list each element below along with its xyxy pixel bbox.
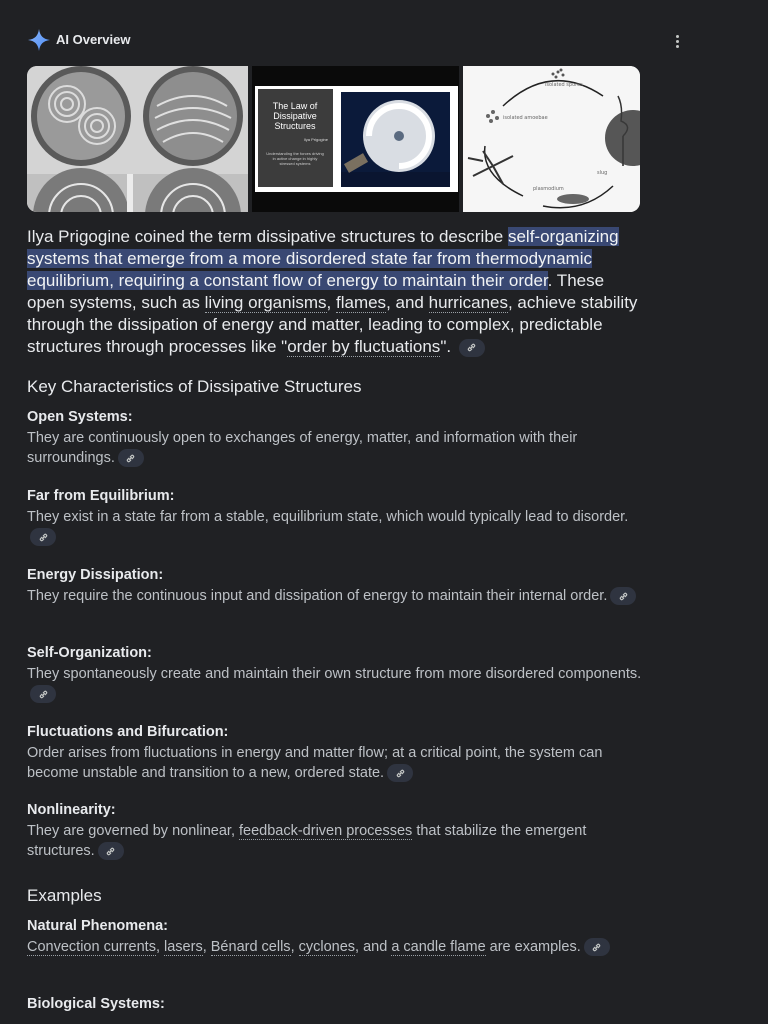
more-vert-icon[interactable] [669, 34, 685, 50]
link-lasers[interactable]: lasers [164, 939, 203, 955]
link-icon [125, 453, 136, 464]
link-icon [395, 768, 406, 779]
item-text: , and [355, 939, 392, 955]
intro-text: , achieve stability through the dissipation of energy and matter, leading to complex, predictable structures through processes like " [27, 293, 638, 356]
item-description [27, 937, 642, 957]
link-flames[interactable]: flames [335, 293, 387, 312]
link-icon [38, 532, 49, 543]
item-text: that stabilize the emergent structures. [27, 823, 587, 859]
page-title: AI Overview [56, 32, 131, 47]
list-item [27, 485, 642, 547]
link-hurricanes[interactable]: hurricanes [428, 293, 508, 312]
source-link-chip[interactable] [459, 339, 485, 357]
item-text: are examples. [485, 939, 581, 955]
link-order-by-fluctuations[interactable]: order by fluctuations [287, 337, 441, 356]
item-description [27, 664, 642, 704]
link-candle-flame[interactable]: a candle flame [391, 939, 486, 955]
item-description [27, 507, 642, 547]
intro-text: Ilya Prigogine coined the term dissipative structures to describe [27, 227, 508, 246]
gemini-sparkle-icon [27, 28, 51, 52]
source-link-chip[interactable] [584, 938, 610, 956]
item-text: They are continuously open to exchanges of energy, matter, and information with their surroundings. [27, 430, 578, 466]
item-title: Biological Systems: [27, 996, 165, 1012]
cycle-label-isolated-spores: isolated spores [545, 82, 583, 88]
item-title: Natural Phenomena: [27, 918, 168, 934]
link-convection-currents[interactable]: Convection currents [27, 939, 156, 955]
item-title: Nonlinearity: [27, 802, 116, 818]
item-text: They exist in a state far from a stable, equilibrium state, which would typically lead to disorder. [27, 509, 629, 525]
intro-text: ". [440, 337, 452, 356]
image-carousel [27, 66, 640, 212]
link-benard-cells[interactable]: Bénard cells [210, 939, 291, 955]
item-text: , [155, 939, 165, 955]
section-heading-key-characteristics: Key Characteristics of Dissipative Structures [27, 377, 362, 396]
item-title: Self-Organization: [27, 645, 152, 661]
image-petri-dishes[interactable] [27, 66, 248, 212]
source-link-chip[interactable] [30, 685, 56, 703]
list-item [27, 642, 642, 704]
cycle-label-plasmodium: plasmodium [533, 186, 564, 192]
item-text: They are governed by nonlinear, [27, 823, 239, 839]
overview-paragraph [27, 226, 642, 358]
intro-text: . These open systems, such as [27, 271, 605, 312]
list-item [27, 406, 642, 468]
item-text: Order arises from fluctuations in energy and matter flow; at a critical point, the system can become unstable and transition to a new, ordered state. [27, 745, 603, 781]
source-link-chip[interactable] [387, 764, 413, 782]
intro-text: , and [386, 293, 429, 312]
link-icon [591, 942, 602, 953]
section-heading-examples: Examples [27, 886, 102, 905]
list-item [27, 799, 642, 861]
ai-overview-header [27, 28, 768, 52]
list-item [27, 915, 642, 957]
book-caption: Understanding the forces driving in active change in highly stressed systems [266, 151, 324, 166]
link-icon [105, 846, 116, 857]
item-description [27, 586, 642, 606]
item-description [27, 428, 642, 468]
item-title: Energy Dissipation: [27, 567, 164, 583]
item-text: , [290, 939, 299, 955]
source-link-chip[interactable] [118, 449, 144, 467]
cycle-label-isolated-amoebae: isolated amoebae [503, 115, 548, 121]
item-description [27, 821, 642, 861]
link-icon [466, 342, 477, 353]
item-title: Fluctuations and Bifurcation: [27, 724, 229, 740]
intro-text: , [326, 293, 336, 312]
list-item [27, 564, 642, 606]
link-icon [618, 591, 629, 602]
list-item [27, 993, 642, 1015]
link-cyclones[interactable]: cyclones [298, 939, 356, 955]
item-text: , [202, 939, 211, 955]
cycle-label-slug: slug [597, 170, 608, 176]
source-link-chip[interactable] [98, 842, 124, 860]
source-link-chip[interactable] [30, 528, 56, 546]
link-living-organisms[interactable]: living organisms [204, 293, 327, 312]
item-description [27, 743, 642, 783]
link-feedback-driven-processes[interactable]: feedback-driven processes [239, 823, 413, 839]
book-title: The Law of Dissipative Structures [272, 101, 318, 131]
image-slime-mold-cycle[interactable] [463, 66, 640, 212]
list-item [27, 721, 642, 783]
image-law-of-dissipative-structures[interactable] [252, 66, 459, 212]
link-icon [38, 689, 49, 700]
book-author: Ilya Prigogine [303, 137, 328, 142]
item-text: They spontaneously create and maintain their own structure from more disordered components. [27, 666, 642, 682]
item-title: Far from Equilibrium: [27, 488, 175, 504]
item-text: They require the continuous input and dissipation of energy to maintain their internal order. [27, 588, 608, 604]
item-title: Open Systems: [27, 409, 133, 425]
highlighted-answer: self-organizing systems that emerge from a more disordered state far from thermodynamic equilibrium, requiring a constant flow of energy to maintain their order [27, 227, 619, 290]
source-link-chip[interactable] [610, 587, 636, 605]
